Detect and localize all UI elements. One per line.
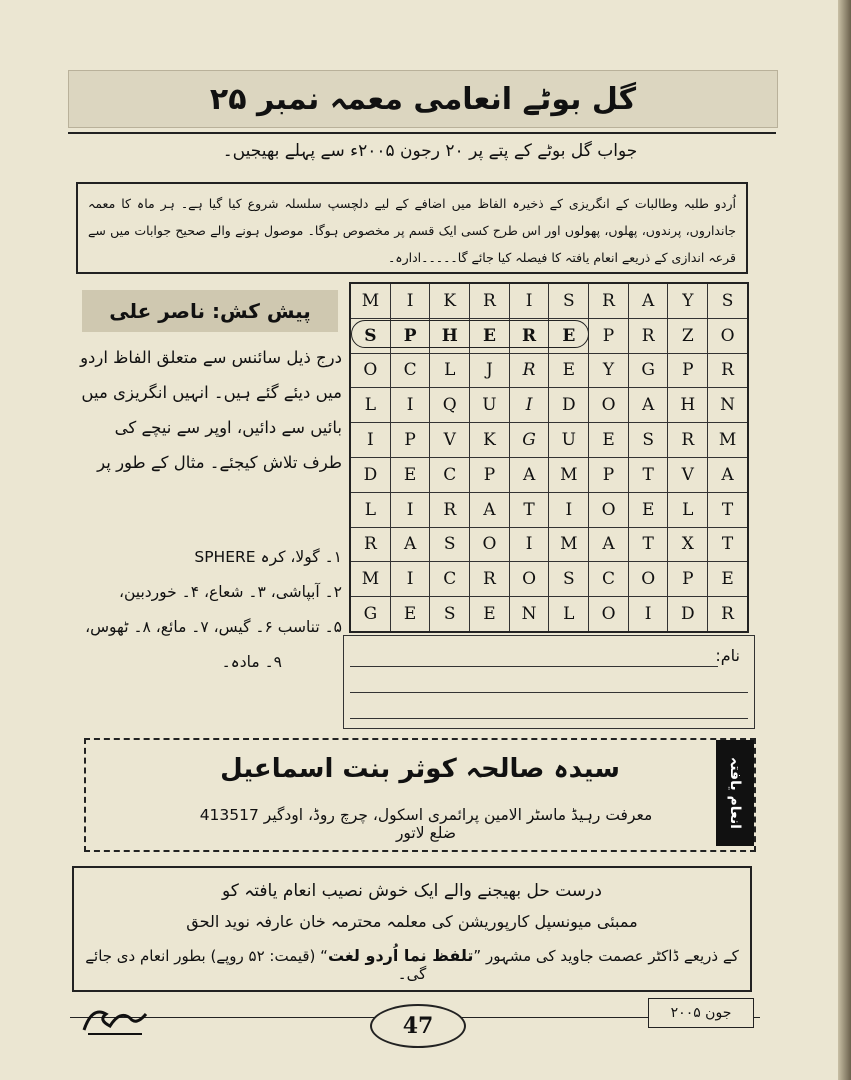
- issue-month: جون ۲۰۰۵: [648, 998, 754, 1028]
- grid-cell: T: [509, 492, 549, 527]
- winner-tag-label: انعام یافتہ: [727, 757, 743, 829]
- grid-cell: R: [668, 423, 708, 458]
- address-line[interactable]: [350, 718, 748, 719]
- name-form: [343, 635, 755, 729]
- grid-cell: Z: [668, 318, 708, 353]
- grid-cell: T: [708, 492, 748, 527]
- grid-cell: R: [628, 318, 668, 353]
- grid-cell: O: [589, 388, 629, 423]
- grid-cell: P: [470, 457, 510, 492]
- grid-cell: X: [668, 527, 708, 562]
- grid-cell: J: [470, 353, 510, 388]
- grid-cell: L: [350, 492, 390, 527]
- grid-cell: E: [470, 318, 510, 353]
- grid-cell: E: [628, 492, 668, 527]
- grid-cell: N: [708, 388, 748, 423]
- grid-cell: S: [708, 283, 748, 318]
- grid-cell: R: [708, 597, 748, 632]
- submission-instruction: جواب گل بوٹے کے پتے پر ۲۰ رجون ۲۰۰۵ء سے پہلے بھیجیں۔: [222, 141, 638, 161]
- grid-row: [350, 492, 748, 527]
- grid-cell: C: [589, 562, 629, 597]
- grid-cell: Q: [430, 388, 470, 423]
- grid-cell: R: [470, 283, 510, 318]
- winner-name: سیدہ صالحہ کوثر بنت اسماعیل: [220, 754, 620, 784]
- grid-row: [350, 527, 748, 562]
- winner-address: معرفت رہیڈ ماسٹر الامین پرائمری اسکول، چرچ روڈ، اودگیر 413517 ضلع لاتور: [199, 806, 653, 842]
- clue-line: ۱۔ گولا، کرہ SPHERE: [194, 548, 342, 566]
- grid-cell: U: [549, 423, 589, 458]
- grid-cell: A: [470, 492, 510, 527]
- magazine-logo-icon: [80, 1000, 150, 1038]
- grid-cell: I: [390, 388, 430, 423]
- grid-cell: A: [628, 283, 668, 318]
- grid-cell: P: [589, 318, 629, 353]
- puzzle-instructions: [70, 340, 342, 480]
- title-rule: [68, 132, 776, 134]
- grid-cell: K: [430, 283, 470, 318]
- grid-cell: R: [430, 492, 470, 527]
- grid-cell: R: [509, 353, 549, 388]
- prize-book-title: تلفظ نما اُردو لغت: [327, 946, 474, 965]
- grid-cell: M: [549, 457, 589, 492]
- grid-cell: S: [350, 318, 390, 353]
- grid-cell: K: [470, 423, 510, 458]
- grid-cell: I: [390, 492, 430, 527]
- grid-cell: M: [350, 283, 390, 318]
- grid-cell: D: [350, 457, 390, 492]
- grid-cell: O: [470, 527, 510, 562]
- grid-cell: V: [668, 457, 708, 492]
- grid-cell: R: [708, 353, 748, 388]
- grid-cell: P: [589, 457, 629, 492]
- grid-cell: A: [390, 527, 430, 562]
- grid-cell: R: [589, 283, 629, 318]
- instruction-line: درج ذیل سائنس سے متعلق الفاظ اردو: [80, 348, 342, 367]
- grid-cell: T: [628, 527, 668, 562]
- credit-banner: [82, 290, 338, 332]
- grid-cell: M: [549, 527, 589, 562]
- prize-box: [72, 866, 752, 992]
- grid-cell: O: [350, 353, 390, 388]
- grid-cell: D: [668, 597, 708, 632]
- instruction-line: میں دیئے گئے ہیں۔ انہیں انگریزی میں: [81, 383, 342, 402]
- grid-cell: I: [628, 597, 668, 632]
- clue-line: ۵۔ تناسب ۶۔ گیس، ۷۔ مائع، ۸۔ ٹھوس،: [85, 618, 342, 636]
- grid-cell: P: [390, 318, 430, 353]
- grid-cell: E: [470, 597, 510, 632]
- grid-cell: L: [350, 388, 390, 423]
- grid-cell: Y: [589, 353, 629, 388]
- grid-cell: O: [589, 597, 629, 632]
- grid-cell: O: [628, 562, 668, 597]
- grid-row: [350, 597, 748, 632]
- grid-cell: A: [589, 527, 629, 562]
- example-word-circle: [351, 320, 589, 348]
- grid-cell: E: [549, 318, 589, 353]
- intro-box: اُردو طلبہ وطالبات کے انگریزی کے ذخیرہ الفاظ میں اضافے کے لیے دلچسپ سلسلہ شروع کیا گیا ہے۔ ہر ماہ کا معمہ جانداروں، پرندوں، پھلوں، پھولوں اور اس طرح کسی ایک قسم پر مخصوص ہوگا۔ موصول ہونے والے صحیح جوابات میں سے قرعہ اندازی کے ذریعے انعام یافتہ کا فیصلہ کیا جائے گا۔۔۔۔۔ادارہ۔: [76, 182, 748, 274]
- clue-line: ۹۔ مادہ۔: [221, 653, 282, 671]
- title-banner: [68, 70, 778, 128]
- grid-cell: L: [430, 353, 470, 388]
- prize-details-a: کے ذریعے ڈاکٹر عصمت جاوید کی مشہور ”: [473, 947, 739, 965]
- page-number: 47: [370, 1004, 466, 1048]
- grid-cell: E: [549, 353, 589, 388]
- grid-cell: I: [549, 492, 589, 527]
- grid-cell: E: [390, 597, 430, 632]
- grid-cell: S: [430, 597, 470, 632]
- grid-cell: H: [668, 388, 708, 423]
- grid-cell: C: [430, 562, 470, 597]
- grid-cell: Y: [668, 283, 708, 318]
- instruction-line: طرف تلاش کیجئے۔ مثال کے طور پر: [97, 453, 342, 472]
- name-line[interactable]: [350, 666, 718, 667]
- grid-cell: A: [509, 457, 549, 492]
- grid-cell: I: [350, 423, 390, 458]
- grid-cell: A: [708, 457, 748, 492]
- puzzle-credit: پیش کش: ناصر علی: [109, 299, 311, 323]
- winner-tag: [716, 740, 754, 846]
- winner-box: [84, 738, 756, 852]
- instruction-line: بائیں سے دائیں، اوپر سے نیچے کی: [114, 418, 342, 437]
- name-label: نام:: [715, 646, 740, 665]
- grid-cell: O: [589, 492, 629, 527]
- grid-cell: P: [668, 562, 708, 597]
- grid-row: [350, 562, 748, 597]
- grid-cell: E: [589, 423, 629, 458]
- grid-cell: R: [509, 318, 549, 353]
- grid-cell: G: [509, 423, 549, 458]
- clue-list: [70, 540, 342, 680]
- grid-cell: L: [668, 492, 708, 527]
- grid-cell: P: [390, 423, 430, 458]
- grid-cell: N: [509, 597, 549, 632]
- grid-cell: I: [390, 283, 430, 318]
- grid-cell: C: [430, 457, 470, 492]
- grid-cell: G: [628, 353, 668, 388]
- grid-cell: D: [549, 388, 589, 423]
- grid-cell: P: [668, 353, 708, 388]
- grid-cell: R: [350, 527, 390, 562]
- grid-cell: S: [549, 562, 589, 597]
- grid-row: [350, 353, 748, 388]
- prize-details: [74, 946, 750, 983]
- page-title: گل بوٹے انعامی معمہ نمبر ۲۵: [209, 81, 637, 117]
- grid-cell: G: [350, 597, 390, 632]
- grid-cell: S: [628, 423, 668, 458]
- grid-cell: S: [430, 527, 470, 562]
- grid-row: [350, 423, 748, 458]
- grid-cell: I: [390, 562, 430, 597]
- grid-cell: I: [509, 527, 549, 562]
- clue-line: ۲۔ آبپاشی، ۳۔ شعاع، ۴۔ خوردبین،: [118, 583, 342, 601]
- grid-cell: I: [509, 388, 549, 423]
- grid-cell: S: [549, 283, 589, 318]
- grid-cell: O: [708, 318, 748, 353]
- grid-cell: A: [628, 388, 668, 423]
- grid-cell: M: [350, 562, 390, 597]
- prize-details-c: “ (قیمت: ۵۲ روپے) بطور انعام دی جائے گی۔: [85, 947, 427, 983]
- address-line[interactable]: [350, 692, 748, 693]
- grid-row: [350, 457, 748, 492]
- prize-sponsor: ممبئی میونسپل کارپوریشن کی معلمہ محترمہ خان عارفہ نوید الحق: [186, 912, 638, 931]
- grid-cell: L: [549, 597, 589, 632]
- grid-cell: H: [430, 318, 470, 353]
- book-spine: [838, 0, 851, 1080]
- grid-cell: V: [430, 423, 470, 458]
- grid-cell: T: [628, 457, 668, 492]
- grid-cell: E: [390, 457, 430, 492]
- grid-cell: O: [509, 562, 549, 597]
- prize-line: درست حل بھیجنے والے ایک خوش نصیب انعام یافتہ کو: [222, 881, 602, 901]
- grid-cell: R: [470, 562, 510, 597]
- grid-cell: C: [390, 353, 430, 388]
- grid-cell: I: [509, 283, 549, 318]
- grid-cell: E: [708, 562, 748, 597]
- grid-row: [350, 283, 748, 318]
- grid-row: [350, 388, 748, 423]
- grid-cell: U: [470, 388, 510, 423]
- grid-cell: M: [708, 423, 748, 458]
- grid-cell: T: [708, 527, 748, 562]
